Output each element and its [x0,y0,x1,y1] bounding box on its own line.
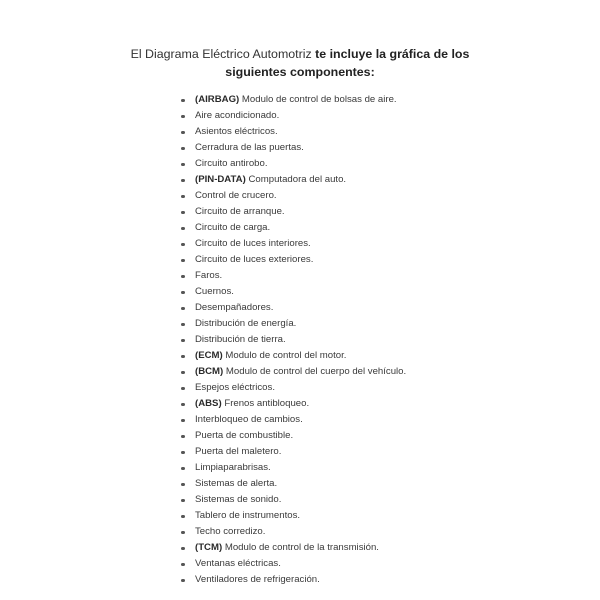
component-name: Circuito de luces interiores. [195,238,311,249]
bullet-icon [181,115,185,119]
list-item [181,444,406,460]
component-name: Aire acondicionado. [195,110,280,121]
bullet-icon [181,355,185,359]
list-item [181,140,406,156]
component-name: Modulo de control de la transmisión. [224,542,379,553]
list-item [181,572,406,588]
component-name: Tablero de instrumentos. [195,510,301,521]
heading-bold-text: te incluye la gráfica de los siguientes componentes: [225,47,470,79]
bullet-icon [181,307,185,311]
bullet-icon [181,339,185,343]
component-name: Cerradura de las puertas. [195,142,304,153]
list-item [181,348,406,364]
component-name: Frenos antibloqueo. [224,398,310,409]
bullet-icon [181,419,185,423]
component-name: Sistemas de alerta. [195,478,278,489]
heading-normal-text: El Diagrama Eléctrico Automotriz [130,47,312,61]
components-list [181,92,406,588]
list-item [181,284,406,300]
list-item [181,220,406,236]
bullet-icon [181,259,185,263]
component-name: Modulo de control de bolsas de aire. [241,94,397,105]
bullet-icon [181,163,185,167]
list-item [181,508,406,524]
list-item [181,236,406,252]
component-name: Ventiladores de refrigeración. [195,574,320,585]
bullet-icon [181,435,185,439]
component-name: Ventanas eléctricas. [195,558,281,569]
list-item [181,156,406,172]
component-name: Sistemas de sonido. [195,494,282,505]
list-item [181,396,406,412]
bullet-icon [181,275,185,279]
component-name: Cuernos. [195,286,234,297]
bullet-icon [181,515,185,519]
bullet-icon [181,147,185,151]
list-item [181,188,406,204]
component-name: Asientos eléctricos. [195,126,278,137]
bullet-icon [181,99,185,103]
component-abbreviation: (BCM) [195,366,224,377]
bullet-icon [181,403,185,407]
list-item [181,492,406,508]
bullet-icon [181,579,185,583]
list-item [181,124,406,140]
bullet-icon [181,323,185,327]
component-abbreviation: (ECM) [195,350,223,361]
component-name: Desempañadores. [195,302,274,313]
bullet-icon [181,179,185,183]
bullet-icon [181,291,185,295]
bullet-icon [181,483,185,487]
bullet-icon [181,195,185,199]
component-name: Puerta de combustible. [195,430,294,441]
component-name: Puerta del maletero. [195,446,282,457]
bullet-icon [181,371,185,375]
component-name: Circuito de luces exteriores. [195,254,314,265]
list-item [181,300,406,316]
bullet-icon [181,547,185,551]
list-item [181,268,406,284]
component-name: Computadora del auto. [248,174,347,185]
list-item [181,460,406,476]
list-item [181,108,406,124]
component-name: Control de crucero. [195,190,277,201]
list-item [181,476,406,492]
bullet-icon [181,131,185,135]
bullet-icon [181,227,185,231]
list-item [181,364,406,380]
component-abbreviation: (AIRBAG) [195,94,240,105]
component-name: Faros. [195,270,223,281]
list-item [181,540,406,556]
component-name: Limpiaparabrisas. [195,462,271,473]
list-item [181,172,406,188]
component-name: Circuito antirobo. [195,158,268,169]
component-name: Circuito de carga. [195,222,271,233]
component-name: Modulo de control del motor. [225,350,347,361]
component-name: Distribución de tierra. [195,334,286,345]
component-name: Modulo de control del cuerpo del vehículo. [225,366,407,377]
bullet-icon [181,211,185,215]
bullet-icon [181,387,185,391]
component-abbreviation: (TCM) [195,542,223,553]
page-heading [100,45,500,81]
component-name: Techo corredizo. [195,526,266,537]
component-name: Interbloqueo de cambios. [195,414,303,425]
list-item [181,204,406,220]
bullet-icon [181,531,185,535]
list-item [181,524,406,540]
list-item [181,428,406,444]
component-name: Distribución de energía. [195,318,297,329]
list-item [181,556,406,572]
bullet-icon [181,467,185,471]
bullet-icon [181,563,185,567]
list-item [181,380,406,396]
component-name: Espejos eléctricos. [195,382,275,393]
list-item [181,316,406,332]
component-name: Circuito de arranque. [195,206,285,217]
component-abbreviation: (PIN-DATA) [195,174,246,185]
bullet-icon [181,499,185,503]
component-abbreviation: (ABS) [195,398,222,409]
list-item [181,332,406,348]
list-item [181,412,406,428]
list-item [181,252,406,268]
list-item [181,92,406,108]
bullet-icon [181,243,185,247]
bullet-icon [181,451,185,455]
